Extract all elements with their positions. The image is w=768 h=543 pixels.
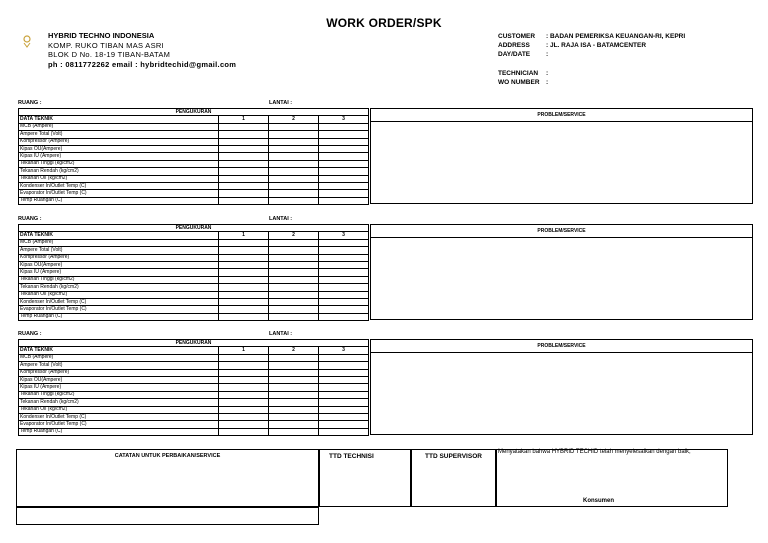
table-row: [19, 182, 369, 189]
date-value: :: [546, 51, 549, 58]
date-row: DAY/DATE :: [498, 51, 549, 58]
measurement-table: [18, 108, 369, 205]
table-row: [19, 276, 369, 283]
parameter-label: Temp Ruangan (C): [19, 428, 219, 435]
lantai-label: LANTAI :: [269, 331, 293, 337]
column-header-1: 1: [219, 116, 269, 123]
parameter-label: Tekanan Oli (kg/cm2): [19, 406, 219, 413]
table-row: [19, 284, 369, 291]
table-row: [19, 399, 369, 406]
table-row: [19, 261, 369, 268]
lantai-label: LANTAI :: [269, 100, 293, 106]
table-row: [19, 313, 369, 320]
parameter-label: Tekanan Rendah (kg/cm2): [19, 168, 219, 175]
measurement-cell[interactable]: [269, 406, 319, 413]
parameter-label: Ampere Total (Volt): [19, 362, 219, 369]
table-row: [19, 354, 369, 361]
customer-row: CUSTOMER : BADAN PEMERIKSA KEUANGAN-RI, KEPRI: [498, 33, 686, 40]
table-row: [19, 269, 369, 276]
measurement-cell[interactable]: [269, 276, 319, 283]
measurement-cell[interactable]: [269, 284, 319, 291]
measurement-cell[interactable]: [269, 421, 319, 428]
measurement-cell[interactable]: [219, 313, 269, 320]
parameter-label: Temp Ruangan (C): [19, 197, 219, 204]
company-address-2: BLOK D No. 18-19 TIBAN-BATAM: [48, 50, 171, 59]
measurement-cell[interactable]: [269, 175, 319, 182]
measurement-cell[interactable]: [319, 354, 369, 361]
problem-service-box[interactable]: PROBLEM/SERVICE: [370, 339, 753, 435]
measurement-cell[interactable]: [319, 384, 369, 391]
parameter-label: Evaporator In/Outlet Temp (C): [19, 421, 219, 428]
measurement-cell[interactable]: [219, 428, 269, 435]
completion-statement: Menyatakan bahwa HYBRID TECHID telah menyelesaikan dengan baik,: [498, 449, 691, 455]
measurement-cell[interactable]: [219, 276, 269, 283]
page-title: WORK ORDER/SPK: [326, 16, 442, 30]
measurement-cell[interactable]: [269, 269, 319, 276]
measurement-cell[interactable]: [319, 138, 369, 145]
measurement-cell[interactable]: [269, 399, 319, 406]
parameter-label: Ampere Total (Volt): [19, 247, 219, 254]
measurement-cell[interactable]: [319, 291, 369, 298]
customer-value: : BADAN PEMERIKSA KEUANGAN-RI, KEPRI: [546, 33, 686, 40]
measurement-cell[interactable]: [219, 362, 269, 369]
measurement-cell[interactable]: [219, 138, 269, 145]
parameter-label: Kipas IU (Ampere): [19, 384, 219, 391]
measurement-cell[interactable]: [319, 175, 369, 182]
parameter-label: Tekanan Oli (kg/cm2): [19, 291, 219, 298]
table-row: [19, 291, 369, 298]
table-row: [19, 239, 369, 246]
measurement-cell[interactable]: [219, 182, 269, 189]
measurement-cell[interactable]: [219, 391, 269, 398]
measurement-cell[interactable]: [319, 399, 369, 406]
measurement-cell[interactable]: [319, 298, 369, 305]
measurement-cell[interactable]: [219, 261, 269, 268]
table-row: [19, 168, 369, 175]
measurement-section-1: [18, 100, 753, 204]
measurement-cell[interactable]: [269, 168, 319, 175]
measurement-table: [18, 224, 369, 321]
measurement-cell[interactable]: [219, 145, 269, 152]
parameter-label: Kondenser In/Outlet Temp (C): [19, 413, 219, 420]
measurement-cell[interactable]: [319, 168, 369, 175]
measurement-cell[interactable]: [219, 291, 269, 298]
measurement-cell[interactable]: [219, 153, 269, 160]
supervisor-signature-label: TTD SUPERVISOR: [425, 453, 482, 460]
measurement-cell[interactable]: [319, 306, 369, 313]
parameter-label: Tekanan Rendah (kg/cm2): [19, 284, 219, 291]
measurement-cell[interactable]: [319, 197, 369, 204]
company-name: HYBRID TECHNO INDONESIA: [48, 31, 155, 40]
parameter-label: Kompressor (Ampere): [19, 369, 219, 376]
parameter-label: MCB (Ampere): [19, 354, 219, 361]
measurement-cell[interactable]: [219, 247, 269, 254]
parameter-label: Kondenser In/Outlet Temp (C): [19, 182, 219, 189]
column-header-3: 3: [319, 347, 369, 354]
parameter-label: Tekanan Tinggi (kg/cm2): [19, 391, 219, 398]
parameter-label: Tekanan Tinggi (kg/cm2): [19, 276, 219, 283]
measurement-cell[interactable]: [269, 182, 319, 189]
signature-footer: [16, 449, 728, 525]
measurement-cell[interactable]: [219, 160, 269, 167]
measurement-cell[interactable]: [269, 391, 319, 398]
measurement-cell[interactable]: [269, 197, 319, 204]
measurement-cell[interactable]: [269, 190, 319, 197]
company-logo-icon: [20, 34, 34, 48]
measurement-cell[interactable]: [269, 291, 319, 298]
problem-service-box[interactable]: PROBLEM/SERVICE: [370, 224, 753, 320]
measurement-cell[interactable]: [319, 421, 369, 428]
parameter-label: Kipas OU(Ampere): [19, 261, 219, 268]
parameter-label: Tekanan Rendah (kg/cm2): [19, 399, 219, 406]
table-row: [19, 190, 369, 197]
measurement-cell[interactable]: [219, 123, 269, 130]
measurement-cell[interactable]: [219, 284, 269, 291]
wo-number-row: WO NUMBER :: [498, 79, 549, 86]
column-header-1: 1: [219, 232, 269, 239]
measurement-cell[interactable]: [219, 421, 269, 428]
table-row: [19, 131, 369, 138]
measurement-cell[interactable]: [269, 384, 319, 391]
measurement-cell[interactable]: [269, 145, 319, 152]
measurement-cell[interactable]: [319, 160, 369, 167]
data-teknik-header: DATA TEKNIK: [19, 116, 219, 123]
parameter-label: Evaporator In/Outlet Temp (C): [19, 306, 219, 313]
parameter-label: Kompressor (Ampere): [19, 138, 219, 145]
table-row: [19, 384, 369, 391]
measurement-cell[interactable]: [219, 406, 269, 413]
measurement-cell[interactable]: [219, 239, 269, 246]
table-row: [19, 413, 369, 420]
measurement-cell[interactable]: [319, 413, 369, 420]
ruang-label: RUANG :: [18, 100, 42, 106]
notes-extra-box[interactable]: [16, 507, 319, 525]
column-header-3: 3: [319, 116, 369, 123]
measurement-cell[interactable]: [319, 182, 369, 189]
measurement-cell[interactable]: [219, 369, 269, 376]
parameter-label: Temp Ruangan (C): [19, 313, 219, 320]
table-row: [19, 421, 369, 428]
wo-number-value: :: [546, 79, 549, 86]
measurement-cell[interactable]: [319, 145, 369, 152]
parameter-label: Tekanan Oli (kg/cm2): [19, 175, 219, 182]
data-teknik-header: DATA TEKNIK: [19, 347, 219, 354]
measurement-cell[interactable]: [269, 313, 319, 320]
table-row: [19, 362, 369, 369]
table-row: [19, 175, 369, 182]
notes-label: CATATAN UNTUK PERBAIKAN/SERVICE: [114, 453, 221, 459]
table-row: [19, 123, 369, 130]
table-row: [19, 197, 369, 204]
table-row: [19, 306, 369, 313]
ruang-label: RUANG :: [18, 331, 42, 337]
measurement-cell[interactable]: [219, 413, 269, 420]
measurement-cell[interactable]: [269, 298, 319, 305]
measurement-cell[interactable]: [319, 239, 369, 246]
measurement-cell[interactable]: [319, 428, 369, 435]
parameter-label: MCB (Ampere): [19, 123, 219, 130]
column-header-2: 2: [269, 347, 319, 354]
measurement-cell[interactable]: [219, 197, 269, 204]
table-row: [19, 254, 369, 261]
table-row: [19, 153, 369, 160]
measurement-cell[interactable]: [269, 428, 319, 435]
measurement-cell[interactable]: [269, 138, 319, 145]
technician-value: :: [546, 70, 549, 77]
measurement-cell[interactable]: [219, 384, 269, 391]
parameter-label: Kipas OU(Ampere): [19, 145, 219, 152]
measurement-cell[interactable]: [319, 376, 369, 383]
measurement-cell[interactable]: [269, 131, 319, 138]
column-header-2: 2: [269, 232, 319, 239]
measurement-cell[interactable]: [219, 190, 269, 197]
company-contact: ph : 0811772262 email : hybridtechid@gmail.com: [48, 60, 237, 69]
pengukuran-header: PENGUKURAN: [19, 340, 369, 347]
measurement-cell[interactable]: [319, 276, 369, 283]
problem-service-box[interactable]: PROBLEM/SERVICE: [370, 108, 753, 204]
parameter-label: Kipas IU (Ampere): [19, 153, 219, 160]
measurement-cell[interactable]: [269, 376, 319, 383]
measurement-cell[interactable]: [269, 362, 319, 369]
measurement-cell[interactable]: [219, 175, 269, 182]
measurement-cell[interactable]: [319, 362, 369, 369]
table-row: [19, 298, 369, 305]
technician-signature-label: TTD TECHNISI: [329, 453, 374, 460]
measurement-cell[interactable]: [219, 354, 269, 361]
measurement-cell[interactable]: [319, 247, 369, 254]
measurement-cell[interactable]: [219, 376, 269, 383]
pengukuran-header: PENGUKURAN: [19, 109, 369, 116]
parameter-label: Kondenser In/Outlet Temp (C): [19, 298, 219, 305]
measurement-cell[interactable]: [319, 406, 369, 413]
measurement-cell[interactable]: [219, 131, 269, 138]
measurement-cell[interactable]: [269, 413, 319, 420]
measurement-cell[interactable]: [269, 261, 319, 268]
measurement-cell[interactable]: [219, 254, 269, 261]
lantai-label: LANTAI :: [269, 216, 293, 222]
data-teknik-header: DATA TEKNIK: [19, 232, 219, 239]
measurement-cell[interactable]: [319, 123, 369, 130]
measurement-cell[interactable]: [269, 254, 319, 261]
parameter-label: Ampere Total (Volt): [19, 131, 219, 138]
table-row: [19, 391, 369, 398]
company-address-1: KOMP. RUKO TIBAN MAS ASRI: [48, 41, 165, 50]
parameter-label: Kipas OU(Ampere): [19, 376, 219, 383]
address-value: : JL. RAJA ISA - BATAMCENTER: [546, 42, 647, 49]
measurement-cell[interactable]: [319, 254, 369, 261]
measurement-cell[interactable]: [219, 298, 269, 305]
measurement-cell[interactable]: [219, 269, 269, 276]
table-row: [19, 145, 369, 152]
table-row: [19, 369, 369, 376]
parameter-label: MCB (Ampere): [19, 239, 219, 246]
address-row: ADDRESS : JL. RAJA ISA - BATAMCENTER: [498, 42, 647, 49]
column-header-1: 1: [219, 347, 269, 354]
column-header-2: 2: [269, 116, 319, 123]
parameter-label: Kipas IU (Ampere): [19, 269, 219, 276]
measurement-cell[interactable]: [269, 306, 319, 313]
ruang-label: RUANG :: [18, 216, 42, 222]
measurement-cell[interactable]: [219, 399, 269, 406]
column-header-3: 3: [319, 232, 369, 239]
measurement-cell[interactable]: [319, 313, 369, 320]
konsumen-label: Konsumen: [583, 498, 615, 504]
parameter-label: Evaporator In/Outlet Temp (C): [19, 190, 219, 197]
table-row: [19, 138, 369, 145]
measurement-cell[interactable]: [219, 168, 269, 175]
technician-row: TECHNICIAN :: [498, 70, 549, 77]
measurement-section-3: [18, 331, 753, 435]
measurement-cell[interactable]: [269, 153, 319, 160]
measurement-cell[interactable]: [269, 123, 319, 130]
measurement-cell[interactable]: [269, 239, 319, 246]
table-row: [19, 428, 369, 435]
measurement-table: [18, 339, 369, 436]
measurement-section-2: [18, 216, 753, 320]
measurement-cell[interactable]: [269, 247, 319, 254]
measurement-cell[interactable]: [319, 269, 369, 276]
measurement-cell[interactable]: [319, 131, 369, 138]
pengukuran-header: PENGUKURAN: [19, 225, 369, 232]
measurement-cell[interactable]: [319, 391, 369, 398]
measurement-cell[interactable]: [219, 306, 269, 313]
parameter-label: Kompressor (Ampere): [19, 254, 219, 261]
measurement-cell[interactable]: [269, 160, 319, 167]
measurement-cell[interactable]: [269, 369, 319, 376]
measurement-cell[interactable]: [319, 153, 369, 160]
measurement-cell[interactable]: [319, 284, 369, 291]
measurement-cell[interactable]: [319, 190, 369, 197]
table-row: [19, 406, 369, 413]
measurement-cell[interactable]: [319, 369, 369, 376]
table-row: [19, 247, 369, 254]
measurement-cell[interactable]: [269, 354, 319, 361]
table-row: [19, 376, 369, 383]
measurement-cell[interactable]: [319, 261, 369, 268]
table-row: [19, 160, 369, 167]
parameter-label: Tekanan Tinggi (kg/cm2): [19, 160, 219, 167]
